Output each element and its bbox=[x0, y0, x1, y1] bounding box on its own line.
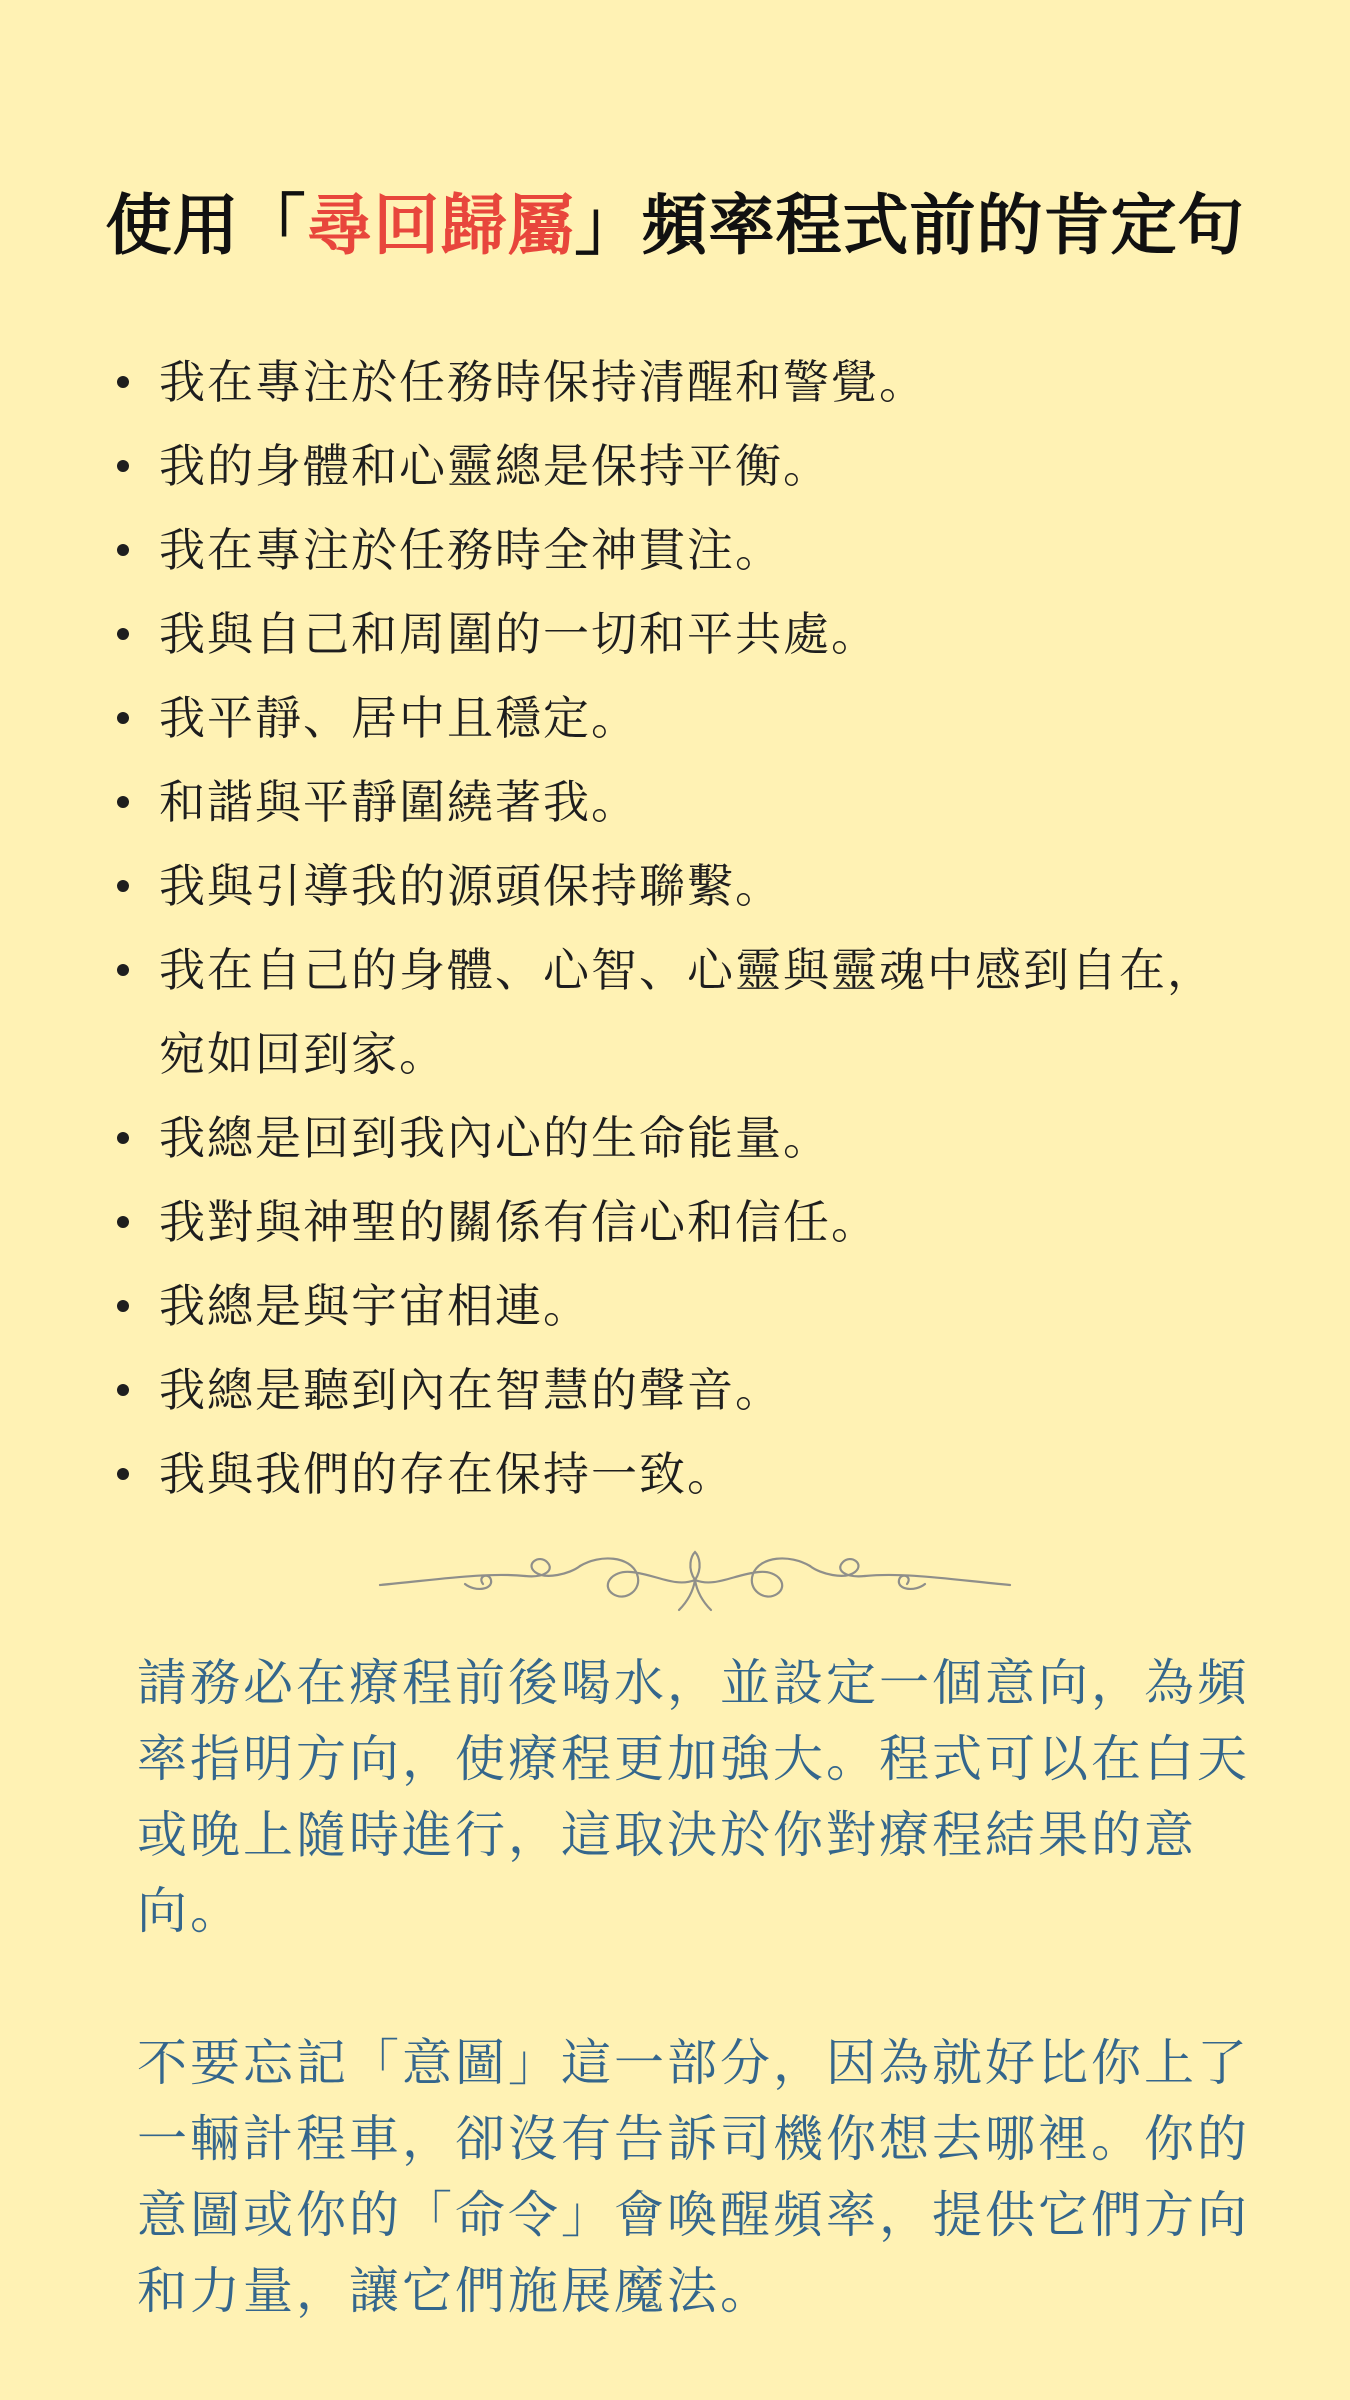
page-title bbox=[0, 172, 1350, 267]
list-item bbox=[117, 592, 1257, 676]
affirmation-text: 我總是聽到內在智慧的聲音。 bbox=[159, 1363, 783, 1417]
affirmation-text: 我總是回到我內心的生命能量。 bbox=[159, 1111, 831, 1165]
affirmation-text: 我在專注於任務時保持清醒和警覺。 bbox=[159, 355, 927, 409]
bullet-icon bbox=[117, 796, 129, 808]
bullet-icon bbox=[117, 1300, 129, 1312]
bullet-icon bbox=[117, 964, 129, 976]
bullet-icon bbox=[117, 1132, 129, 1144]
list-item bbox=[117, 508, 1257, 592]
title-prefix: 使用「 bbox=[105, 187, 307, 265]
list-item bbox=[117, 1096, 1257, 1180]
intention-paragraph: 不要忘記「意圖」這一部分，因為就好比你上了一輛計程車，卻沒有告訴司機你想去哪裡。你的意圖或你的「命令」會喚醒頻率，提供它們方向和力量，讓它們施展魔法。 bbox=[137, 2034, 1250, 2320]
bullet-icon bbox=[117, 712, 129, 724]
affirmation-text: 我的身體和心靈總是保持平衡。 bbox=[159, 439, 831, 493]
affirmation-text: 我平靜、居中且穩定。 bbox=[159, 691, 639, 745]
affirmation-text: 我與自己和周圍的一切和平共處。 bbox=[159, 607, 879, 661]
list-item bbox=[117, 928, 1257, 1096]
bullet-icon bbox=[117, 1468, 129, 1480]
list-item bbox=[117, 1264, 1257, 1348]
list-item bbox=[117, 760, 1257, 844]
list-item bbox=[117, 1348, 1257, 1432]
affirmation-text: 我與引導我的源頭保持聯繫。 bbox=[159, 859, 783, 913]
affirmation-text: 我總是與宇宙相連。 bbox=[159, 1279, 591, 1333]
list-item bbox=[117, 340, 1257, 424]
list-item bbox=[117, 1432, 1257, 1516]
affirmation-text: 和諧與平靜圍繞著我。 bbox=[159, 775, 639, 829]
list-item bbox=[117, 844, 1257, 928]
bullet-icon bbox=[117, 544, 129, 556]
bullet-icon bbox=[117, 880, 129, 892]
bullet-icon bbox=[117, 1216, 129, 1228]
bullet-icon bbox=[117, 460, 129, 472]
bullet-icon bbox=[117, 628, 129, 640]
affirmation-text: 我對與神聖的關係有信心和信任。 bbox=[159, 1195, 879, 1249]
bullet-icon bbox=[117, 1384, 129, 1396]
affirmation-text: 我與我們的存在保持一致。 bbox=[159, 1447, 735, 1501]
list-item bbox=[117, 424, 1257, 508]
title-highlight: 尋回歸屬 bbox=[306, 187, 575, 265]
hydration-paragraph: 請務必在療程前後喝水，並設定一個意向，為頻率指明方向，使療程更加強大。程式可以在白天或晚上隨時進行，這取決於你對療程結果的意向。 bbox=[137, 1654, 1250, 1940]
flourish-divider-icon bbox=[375, 1540, 1015, 1620]
affirmation-text: 我在專注於任務時全神貫注。 bbox=[159, 523, 783, 577]
affirmation-text: 我在自己的身體、心智、心靈與靈魂中感到自在，宛如回到家。 bbox=[159, 943, 1215, 1081]
affirmation-list bbox=[117, 340, 1257, 1516]
bullet-icon bbox=[117, 376, 129, 388]
list-item bbox=[117, 1180, 1257, 1264]
list-item bbox=[117, 676, 1257, 760]
title-suffix: 」頻率程式前的肯定句 bbox=[574, 187, 1245, 265]
